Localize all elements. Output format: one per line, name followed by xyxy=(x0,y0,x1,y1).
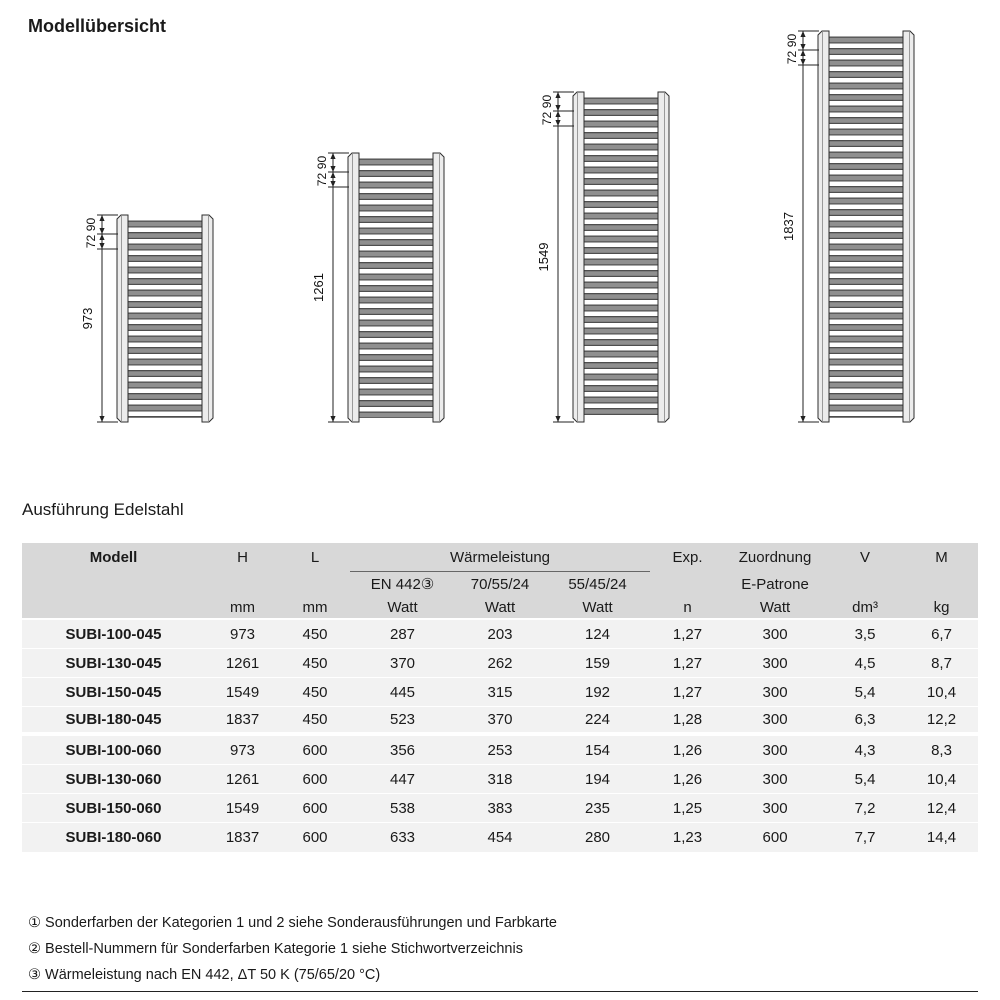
top-dim-label-90: 90 xyxy=(540,94,554,109)
unit-h: mm xyxy=(205,596,280,620)
cell-v: 5,4 xyxy=(825,765,905,794)
cell-w7055: 383 xyxy=(455,794,545,823)
cell-modell: SUBI-150-060 xyxy=(22,794,205,823)
cell-l: 450 xyxy=(280,678,350,707)
cell-m: 10,4 xyxy=(905,765,978,794)
footnote-3: ③ Wärmeleistung nach EN 442, ΔT 50 K (75/65/20 °C) xyxy=(28,967,381,983)
cell-v: 3,5 xyxy=(825,620,905,649)
cell-modell: SUBI-180-045 xyxy=(22,707,205,736)
header-spacer xyxy=(22,596,205,620)
radiator-right-rail xyxy=(202,215,213,422)
cell-v: 4,3 xyxy=(825,736,905,765)
cell-modell: SUBI-130-060 xyxy=(22,765,205,794)
radiator-right-rail xyxy=(433,153,444,422)
unit-m: kg xyxy=(905,596,978,620)
cell-h: 1261 xyxy=(205,765,280,794)
cell-exp: 1,27 xyxy=(650,678,725,707)
cell-h: 1549 xyxy=(205,678,280,707)
cell-zuordnung: 600 xyxy=(725,823,825,852)
spec-table-wrap xyxy=(22,543,978,852)
radiator-left-rail xyxy=(348,153,359,422)
height-dim-label: 1261 xyxy=(311,273,326,302)
cell-w7055: 318 xyxy=(455,765,545,794)
header-spacer xyxy=(905,572,978,596)
cell-w5545: 154 xyxy=(545,736,650,765)
height-dim-label: 1837 xyxy=(781,212,796,241)
cell-m: 6,7 xyxy=(905,620,978,649)
table-row xyxy=(22,707,978,736)
footnote-2: ② Bestell-Nummern für Sonderfarben Kategorie 1 siehe Stichwortverzeichnis xyxy=(28,941,523,957)
cell-w7055: 370 xyxy=(455,707,545,736)
col-header-modell: Modell xyxy=(22,543,205,572)
cell-en442: 523 xyxy=(350,707,455,736)
table-row xyxy=(22,678,978,707)
col-header-en442: EN 442③ xyxy=(350,572,455,596)
cell-exp: 1,25 xyxy=(650,794,725,823)
cell-w7055: 315 xyxy=(455,678,545,707)
footnote-1: ① Sonderfarben der Kategorien 1 und 2 siehe Sonderausführungen und Farbkarte xyxy=(28,915,557,931)
cell-w7055: 253 xyxy=(455,736,545,765)
radiator-svg xyxy=(233,145,448,430)
cell-w5545: 159 xyxy=(545,649,650,678)
cell-exp: 1,26 xyxy=(650,736,725,765)
col-header-exp: Exp. xyxy=(650,543,725,572)
col-header-554524: 55/45/24 xyxy=(545,572,650,596)
cell-l: 600 xyxy=(280,736,350,765)
cell-l: 450 xyxy=(280,649,350,678)
col-header-v: V xyxy=(825,543,905,572)
cell-h: 1837 xyxy=(205,823,280,852)
unit-en442: Watt xyxy=(350,596,455,620)
bottom-rule xyxy=(22,991,978,992)
cell-h: 973 xyxy=(205,620,280,649)
cell-h: 973 xyxy=(205,736,280,765)
cell-en442: 538 xyxy=(350,794,455,823)
cell-v: 7,2 xyxy=(825,794,905,823)
page-title: Modellübersicht xyxy=(28,16,167,36)
cell-zuordnung: 300 xyxy=(725,794,825,823)
cell-v: 7,7 xyxy=(825,823,905,852)
header-spacer xyxy=(205,572,280,596)
cell-v: 4,5 xyxy=(825,649,905,678)
cell-w5545: 124 xyxy=(545,620,650,649)
radiator-diagram xyxy=(458,84,673,435)
cell-h: 1549 xyxy=(205,794,280,823)
cell-v: 6,3 xyxy=(825,707,905,736)
top-dim-label-72: 72 xyxy=(84,234,98,249)
cell-zuordnung: 300 xyxy=(725,765,825,794)
cell-h: 1837 xyxy=(205,707,280,736)
cell-exp: 1,27 xyxy=(650,649,725,678)
radiator-diagram xyxy=(703,23,918,435)
radiator-svg xyxy=(458,84,673,430)
cell-h: 1261 xyxy=(205,649,280,678)
header-row-units xyxy=(22,596,978,620)
radiator-left-rail xyxy=(117,215,128,422)
radiator-rungs xyxy=(126,219,204,418)
radiator-rungs xyxy=(582,96,660,418)
table-row xyxy=(22,620,978,649)
cell-m: 10,4 xyxy=(905,678,978,707)
cell-modell: SUBI-100-060 xyxy=(22,736,205,765)
cell-zuordnung: 300 xyxy=(725,649,825,678)
table-row xyxy=(22,823,978,852)
radiator-rungs xyxy=(827,35,905,418)
cell-w5545: 194 xyxy=(545,765,650,794)
cell-m: 8,3 xyxy=(905,736,978,765)
cell-en442: 447 xyxy=(350,765,455,794)
table-body xyxy=(22,620,978,852)
cell-modell: SUBI-100-045 xyxy=(22,620,205,649)
cell-en442: 633 xyxy=(350,823,455,852)
unit-exp: n xyxy=(650,596,725,620)
cell-l: 450 xyxy=(280,620,350,649)
cell-v: 5,4 xyxy=(825,678,905,707)
radiator-right-rail xyxy=(903,31,914,422)
unit-zuordnung: Watt xyxy=(725,596,825,620)
header-spacer xyxy=(280,572,350,596)
height-dim-label: 973 xyxy=(80,307,95,330)
col-header-epatrone: E-Patrone xyxy=(725,572,825,596)
top-dim-label-72: 72 xyxy=(785,50,799,65)
radiator-diagram xyxy=(2,207,217,435)
header-spacer xyxy=(650,572,725,596)
cell-exp: 1,27 xyxy=(650,620,725,649)
col-header-zuordnung: Zuordnung xyxy=(725,543,825,572)
col-header-h: H xyxy=(205,543,280,572)
col-header-705524: 70/55/24 xyxy=(455,572,545,596)
footnotes xyxy=(28,910,557,988)
cell-m: 12,4 xyxy=(905,794,978,823)
cell-w7055: 203 xyxy=(455,620,545,649)
cell-m: 14,4 xyxy=(905,823,978,852)
unit-v: dm³ xyxy=(825,596,905,620)
cell-m: 12,2 xyxy=(905,707,978,736)
cell-l: 600 xyxy=(280,823,350,852)
height-dim-label: 1549 xyxy=(536,242,551,272)
table-row xyxy=(22,794,978,823)
cell-modell: SUBI-130-045 xyxy=(22,649,205,678)
cell-exp: 1,26 xyxy=(650,765,725,794)
cell-w5545: 224 xyxy=(545,707,650,736)
spec-table xyxy=(22,543,978,852)
cell-w5545: 192 xyxy=(545,678,650,707)
cell-l: 600 xyxy=(280,794,350,823)
radiator-svg xyxy=(703,23,918,430)
cell-modell: SUBI-180-060 xyxy=(22,823,205,852)
cell-en442: 370 xyxy=(350,649,455,678)
cell-modell: SUBI-150-045 xyxy=(22,678,205,707)
top-dim-label-90: 90 xyxy=(84,217,98,232)
radiator-left-rail xyxy=(818,31,829,422)
cell-w7055: 262 xyxy=(455,649,545,678)
table-header xyxy=(22,543,978,620)
cell-l: 600 xyxy=(280,765,350,794)
unit-554524: Watt xyxy=(545,596,650,620)
cell-w7055: 454 xyxy=(455,823,545,852)
header-row-2 xyxy=(22,572,978,596)
cell-zuordnung: 300 xyxy=(725,678,825,707)
cell-zuordnung: 300 xyxy=(725,620,825,649)
col-header-waermeleistung: Wärmeleistung xyxy=(350,543,650,572)
cell-w5545: 235 xyxy=(545,794,650,823)
cell-en442: 445 xyxy=(350,678,455,707)
top-dim-label-90: 90 xyxy=(315,155,329,170)
col-header-m: M xyxy=(905,543,978,572)
cell-zuordnung: 300 xyxy=(725,707,825,736)
table-row xyxy=(22,736,978,765)
cell-en442: 356 xyxy=(350,736,455,765)
model-diagrams xyxy=(0,0,1000,485)
cell-m: 8,7 xyxy=(905,649,978,678)
top-dim-label-90: 90 xyxy=(785,33,799,48)
header-row-1 xyxy=(22,543,978,572)
top-dim-label-72: 72 xyxy=(315,172,329,187)
radiator-diagram xyxy=(233,145,448,435)
cell-l: 450 xyxy=(280,707,350,736)
header-spacer xyxy=(825,572,905,596)
col-header-l: L xyxy=(280,543,350,572)
unit-705524: Watt xyxy=(455,596,545,620)
radiator-right-rail xyxy=(658,92,669,422)
radiator-rungs xyxy=(357,157,435,418)
cell-zuordnung: 300 xyxy=(725,736,825,765)
section-heading: Ausführung Edelstahl xyxy=(22,500,184,519)
radiator-svg xyxy=(2,207,217,430)
radiator-left-rail xyxy=(573,92,584,422)
unit-l: mm xyxy=(280,596,350,620)
header-spacer xyxy=(22,572,205,596)
cell-exp: 1,23 xyxy=(650,823,725,852)
table-row xyxy=(22,649,978,678)
cell-exp: 1,28 xyxy=(650,707,725,736)
table-row xyxy=(22,765,978,794)
cell-en442: 287 xyxy=(350,620,455,649)
top-dim-label-72: 72 xyxy=(540,111,554,126)
cell-w5545: 280 xyxy=(545,823,650,852)
